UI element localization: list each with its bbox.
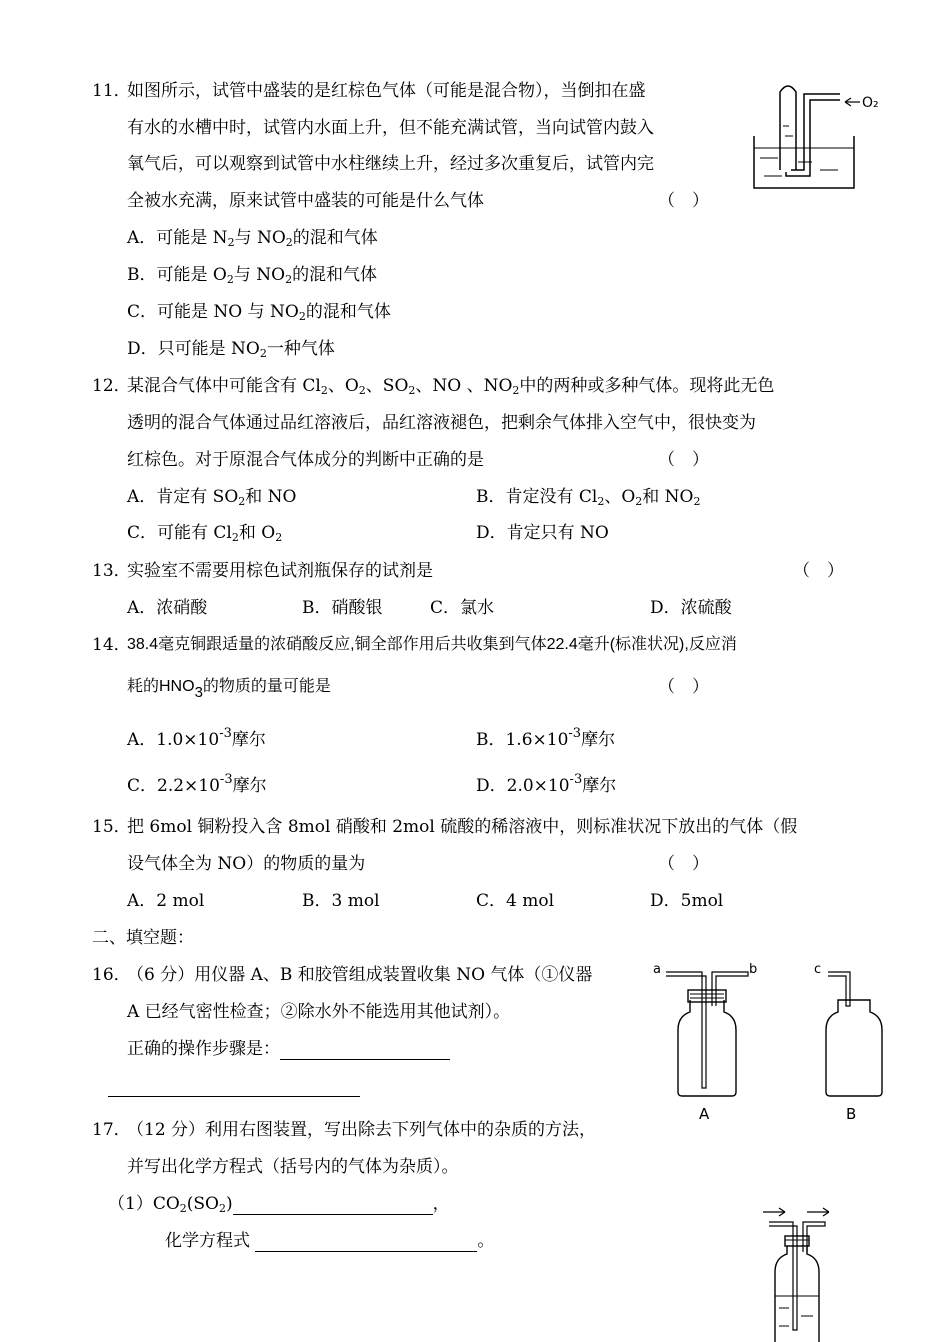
q15-option-a: A．2 mol <box>127 891 205 911</box>
q11-option-b: B．可能是 $O_2$与 $NO_2$的混和气体 <box>127 265 378 286</box>
q16-fig-label-bottle-a: A <box>699 1105 710 1123</box>
q14-answer-paren: （ ） <box>658 677 709 697</box>
q15-line-1: 把 6mol 铜粉投入含 8mol 硝酸和 2mol 硫酸的稀溶液中，则标准状况下放出的气体（假 <box>127 817 798 837</box>
q13-option-c: C．氯水 <box>430 598 495 618</box>
q11-option-d: D．只可能是 $NO_2$一种气体 <box>127 339 335 360</box>
q17-item-1: $(1)CO_2(SO_2)$ ， <box>108 1194 450 1215</box>
q11-line-2: 有水的水槽中时，试管内水面上升，但不能充满试管，当向试管内鼓入 <box>127 118 654 138</box>
q15-number: 15． <box>92 817 131 837</box>
q12-line-3: 红棕色。对于原混合气体成分的判断中正确的是 <box>127 450 484 470</box>
q16-line-3: 正确的操作步骤是： <box>127 1038 450 1060</box>
q13-line-1: 实验室不需要用棕色试剂瓶保存的试剂是 <box>127 561 433 581</box>
q16-line-2: A 已经气密性检查；②除水外不能选用其他试剂）。 <box>127 1002 511 1022</box>
q13-option-b: B．硝酸银 <box>302 598 383 618</box>
q12-answer-paren: （ ） <box>658 450 709 470</box>
q16-fig-label-a: a <box>653 962 661 977</box>
q16-line-4 <box>108 1075 360 1097</box>
q14-option-c: C．$2.2\times 10^{-3}$摩尔 <box>127 772 267 796</box>
q15-option-c: C．4 mol <box>476 891 555 911</box>
q16-number: 16． <box>92 965 131 985</box>
q12-number: 12． <box>92 376 131 396</box>
q13-option-d: D．浓硫酸 <box>650 598 732 618</box>
q16-answer-blank-2[interactable] <box>108 1078 360 1097</box>
q14-option-a: A．$1.0\times 10^{-3}$摩尔 <box>127 726 266 750</box>
q16-apparatus-figure <box>650 960 900 1120</box>
q17-equation-blank[interactable] <box>255 1233 477 1252</box>
q11-option-a: A．可能是 $N_2$与 $NO_2$的混和气体 <box>127 228 378 249</box>
q11-line-3: 氧气后，可以观察到试管中水柱继续上升，经过多次重复后，试管内完 <box>127 154 654 174</box>
q15-option-b: B．3 mol <box>302 891 380 911</box>
q11-option-c: C．可能是 NO 与 $NO_2$的混和气体 <box>127 302 391 323</box>
q17-item-1-blank[interactable] <box>233 1196 433 1215</box>
q11-number: 11． <box>92 81 131 101</box>
q17-line-2: 并写出化学方程式（括号内的气体为杂质）。 <box>127 1157 459 1177</box>
q11-o2-label: O₂ <box>862 95 879 111</box>
q12-option-d: D．肯定只有 NO <box>476 523 609 543</box>
q12-option-a: A．肯定有 $SO_2$和 NO <box>127 487 297 508</box>
q16-fig-label-c: c <box>814 962 822 977</box>
q16-fig-label-b: b <box>749 962 758 977</box>
q11-line-1: 如图所示，试管中盛装的是红棕色气体（可能是混合物），当倒扣在盛 <box>127 81 646 101</box>
q14-option-b: B．$1.6\times 10^{-3}$摩尔 <box>476 726 616 750</box>
q17-equation-line: 化学方程式 。 <box>165 1231 495 1251</box>
q17-number: 17． <box>92 1120 131 1140</box>
q12-option-b: B．肯定没有 $Cl_2$、$O_2$和 $NO_2$ <box>476 487 701 508</box>
q15-option-d: D．5mol <box>650 891 724 911</box>
q15-answer-paren: （ ） <box>658 854 709 874</box>
q14-option-d: D．$2.0\times 10^{-3}$摩尔 <box>476 772 617 796</box>
q17-line-1: （12 分）利用右图装置，写出除去下列气体中的杂质的方法， <box>127 1120 597 1140</box>
q11-line-4: 全被水充满，原来试管中盛装的可能是什么气体 <box>127 191 484 211</box>
section-fill-in-heading: 二、填空题： <box>92 928 194 948</box>
q13-answer-paren: （ ） <box>793 561 844 581</box>
q17-wash-bottle-figure <box>755 1200 845 1342</box>
q13-number: 13． <box>92 561 131 581</box>
q16-line-1: （6 分）用仪器 A、B 和胶管组成装置收集 NO 气体（①仪器 <box>127 965 593 985</box>
q14-line-2: 耗的HNO3的物质的量可能是 <box>127 678 331 701</box>
q14-number: 14． <box>92 635 131 655</box>
q15-line-2: 设气体全为 NO）的物质的量为 <box>127 854 366 874</box>
q12-line-1: 某混合气体中可能含有 $Cl_2$、$O_2$、$SO_2$、NO 、$NO_2$中的两种或多种气体。现将此无色 <box>127 376 775 397</box>
q14-line-1: 38.4毫克铜跟适量的浓硝酸反应,铜全部作用后共收集到气体22.4毫升(标准状况),反应消 <box>127 636 737 653</box>
q13-option-a: A．浓硝酸 <box>127 598 208 618</box>
q16-fig-label-bottle-b: B <box>846 1105 857 1123</box>
q12-option-c: C．可能有 $Cl_2$和 $O_2$ <box>127 523 283 544</box>
q12-line-2: 透明的混合气体通过品红溶液后，品红溶液褪色，把剩余气体排入空气中，很快变为 <box>127 413 756 433</box>
q11-answer-paren: （ ） <box>658 191 709 211</box>
q16-answer-blank-1[interactable] <box>280 1041 450 1060</box>
